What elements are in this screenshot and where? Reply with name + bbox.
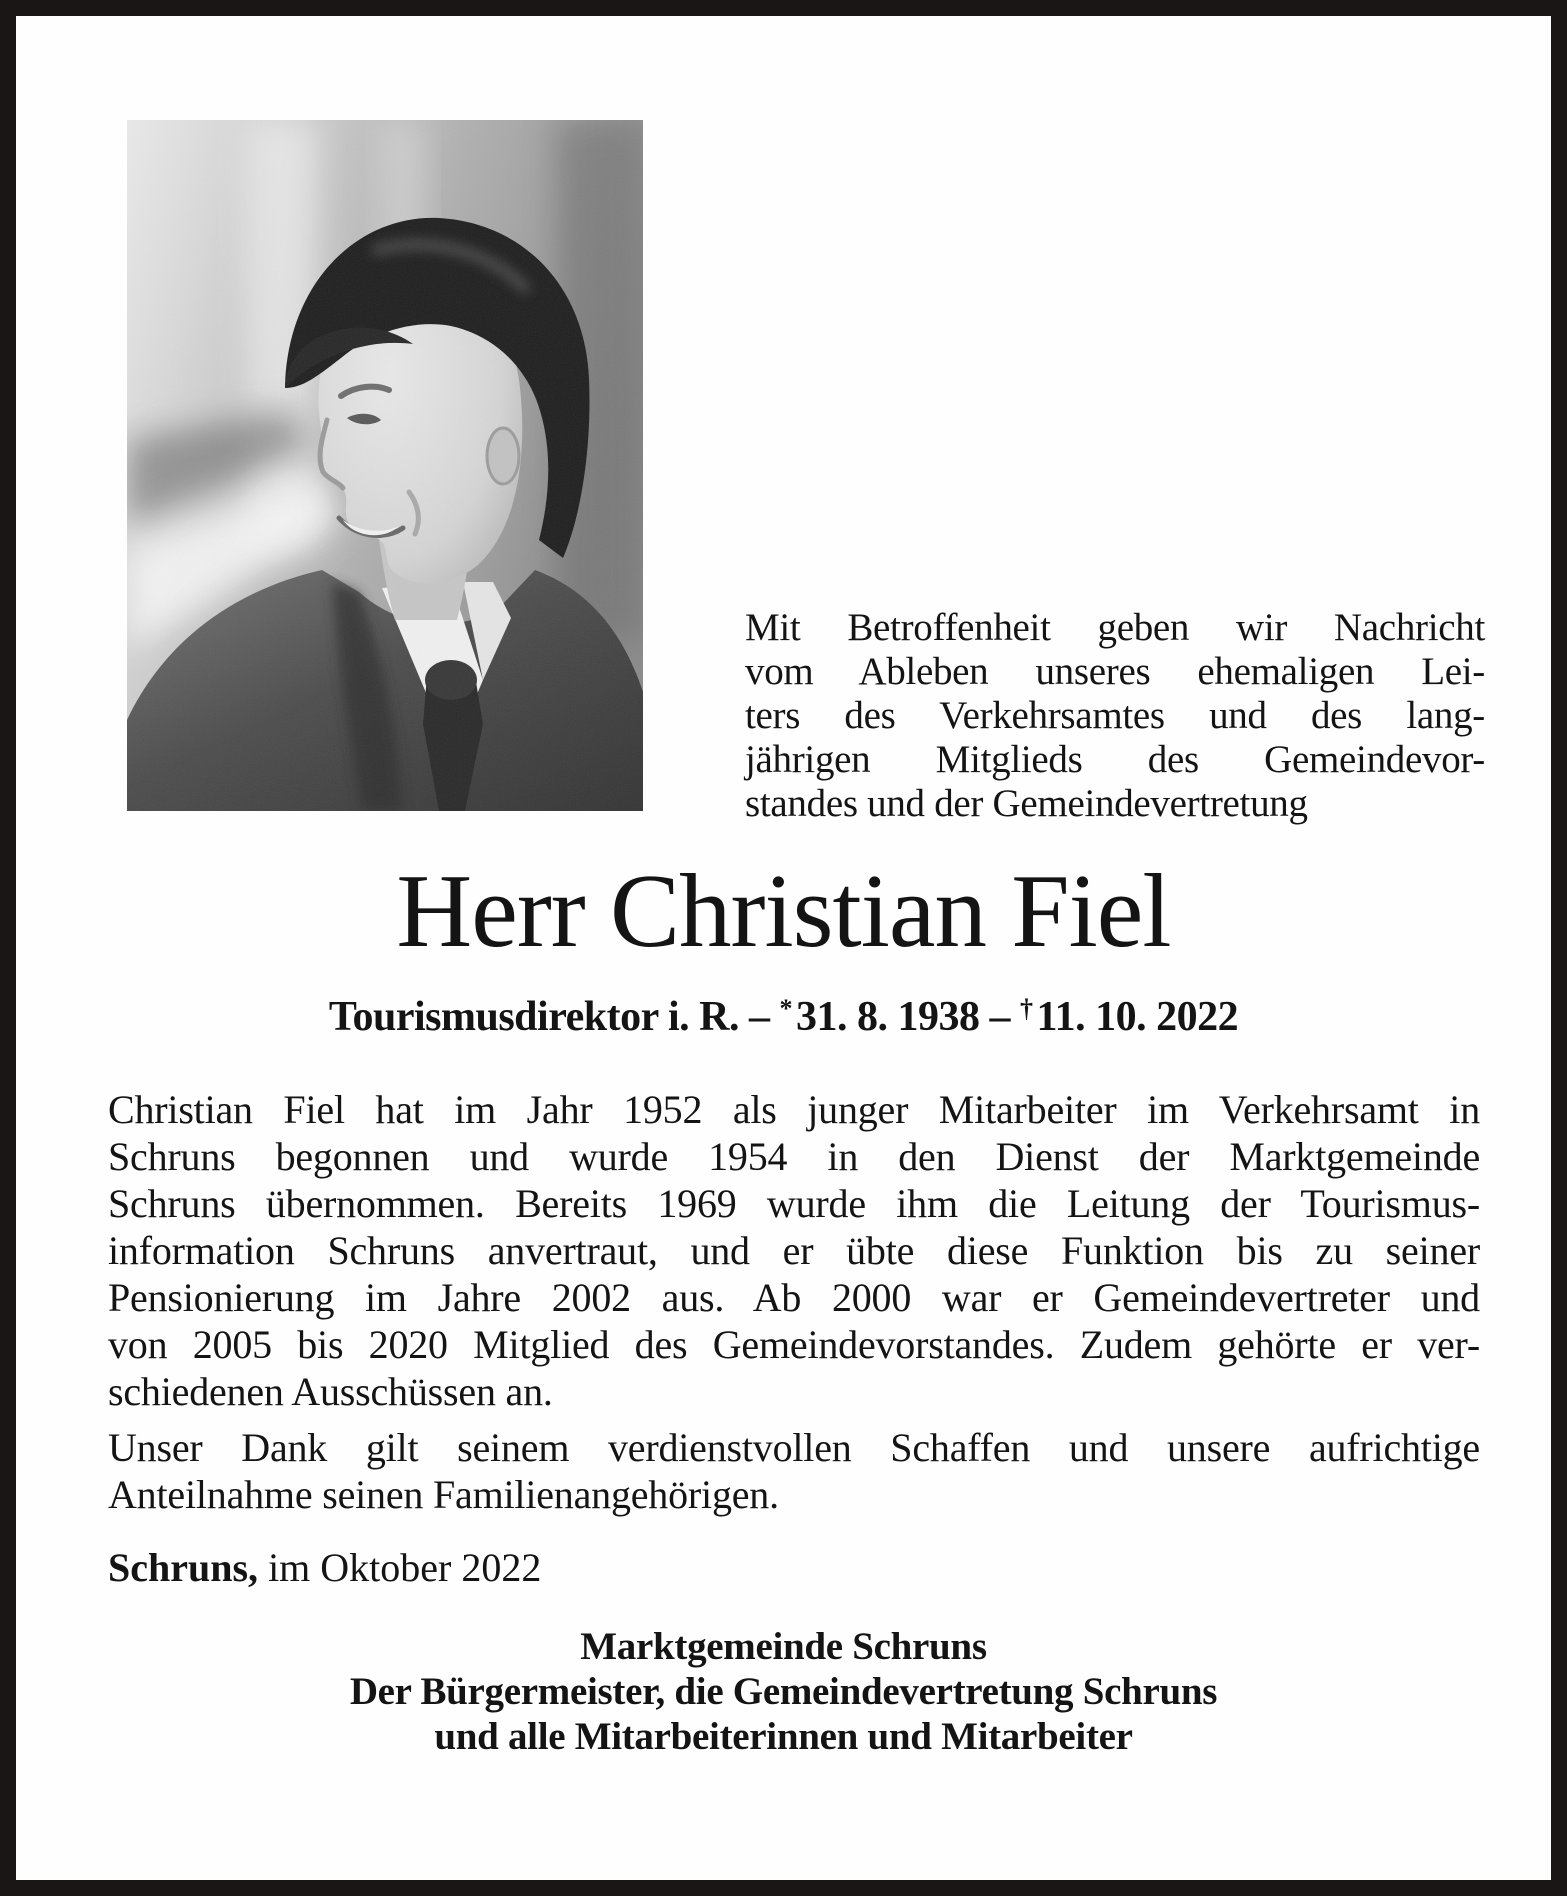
obituary-paragraph-2	[108, 1424, 1480, 1518]
photo-grain	[127, 120, 643, 811]
body-line: information Schruns anvertraut, und er übte diese Funktion bis zu seiner	[108, 1228, 1480, 1273]
signature-block	[16, 1624, 1551, 1759]
dateline-place: Schruns,	[108, 1545, 259, 1590]
body-line: schiedenen Ausschüssen an.	[108, 1369, 553, 1414]
intro-line: ters des Verkehrsamtes und des lang-	[745, 694, 1485, 737]
birth-asterisk-symbol: *	[779, 993, 792, 1023]
portrait-photo	[127, 120, 643, 811]
obituary-paragraph-1	[108, 1086, 1480, 1415]
dateline-date: im Oktober 2022	[268, 1545, 542, 1590]
life-dates-line	[16, 994, 1551, 1040]
body-line: Anteilnahme seinen Familienangehörigen.	[108, 1472, 779, 1517]
signature-line-2: Der Bürgermeister, die Gemeindevertretung Schruns	[349, 1670, 1218, 1713]
body-line: Schruns begonnen und wurde 1954 in den Dienst der Marktgemeinde	[108, 1134, 1480, 1179]
role-label: Tourismusdirektor i. R. –	[328, 994, 770, 1040]
body-line: von 2005 bis 2020 Mitglied des Gemeindevorstandes. Zudem gehörte er ver-	[108, 1322, 1480, 1367]
intro-line: vom Ableben unseres ehemaligen Lei-	[745, 650, 1485, 693]
signature-line-3: und alle Mitarbeiterinnen und Mitarbeiter	[434, 1715, 1133, 1758]
deceased-name-title: Herr Christian Fiel	[396, 852, 1171, 969]
body-line: Schruns übernommen. Bereits 1969 wurde ihm die Leitung der Tourismus-	[108, 1181, 1480, 1226]
intro-line: jährigen Mitglieds des Gemeindevor-	[745, 738, 1485, 781]
body-line: Unser Dank gilt seinem verdienstvollen Schaffen und unsere aufrichtige	[108, 1425, 1480, 1470]
intro-line: Mit Betroffenheit geben wir Nachricht	[745, 606, 1485, 649]
signature-line-1: Marktgemeinde Schruns	[580, 1625, 987, 1668]
death-dagger-symbol: †	[1019, 993, 1033, 1023]
body-line: Pensionierung im Jahre 2002 aus. Ab 2000 war er Gemeindevertreter und	[108, 1275, 1480, 1320]
intro-text	[745, 606, 1485, 826]
portrait-photo-art	[127, 120, 643, 811]
intro-line: standes und der Gemeindevertretung	[745, 782, 1308, 825]
birth-date: 31. 8. 1938 –	[795, 994, 1010, 1040]
body-line: Christian Fiel hat im Jahr 1952 als junger Mitarbeiter im Verkehrsamt in	[108, 1087, 1480, 1132]
dateline	[108, 1544, 1480, 1592]
death-date: 11. 10. 2022	[1036, 994, 1239, 1040]
